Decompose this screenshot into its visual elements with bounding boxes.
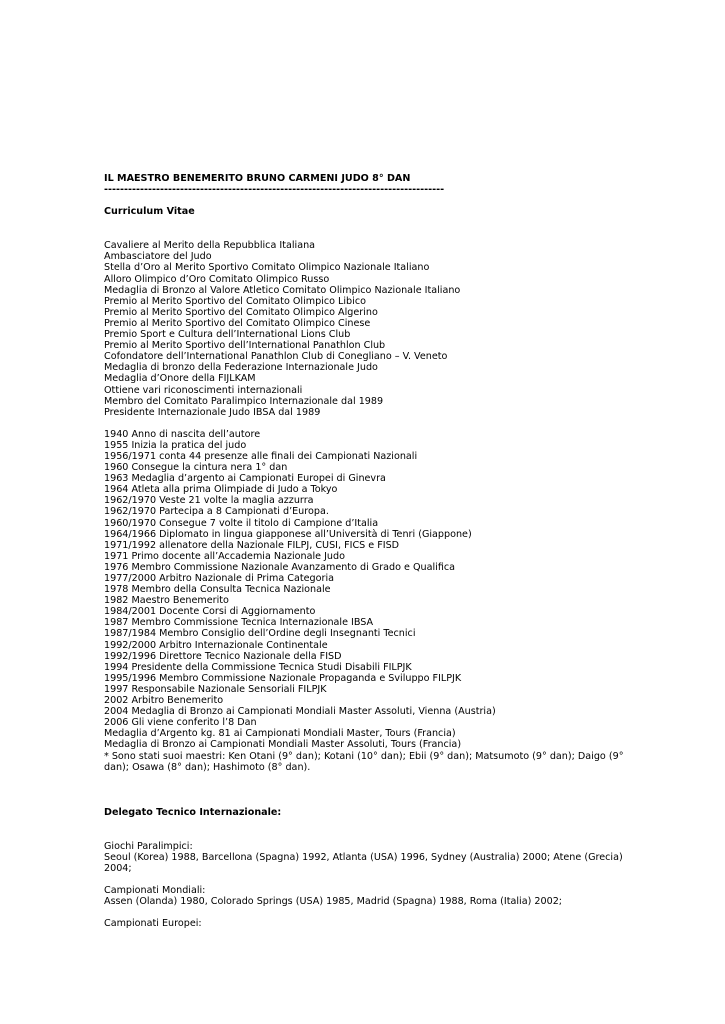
list-item: Medaglia di Bronzo ai Campionati Mondiali Master Assoluti, Tours (Francia) [104,739,462,751]
list-item: 1962/1970 Veste 21 volte la maglia azzurra [104,495,314,507]
list-item: Alloro Olimpico d’Oro Comitato Olimpico Russo [104,273,330,285]
list-item: 1987/1984 Membro Consiglio dell’Ordine degli Insegnanti Tecnici [104,628,416,640]
list-item: 1964/1966 Diplomato in lingua giapponese all’Università di Tenri (Giappone) [104,528,472,540]
list-item: Premio Sport e Cultura dell’International Lions Club [104,329,351,341]
list-item: 1992/1996 Direttore Tecnico Nazionale della FISD [104,650,342,662]
list-item: 1955 Inizia la pratica del judo [104,439,247,451]
list-item: Ottiene vari riconoscimenti internazionali [104,384,303,396]
list-item: Premio al Merito Sportivo del Comitato Olimpico Algerino [104,306,378,318]
list-item: 1956/1971 conta 44 presenze alle finali dei Campionati Nazionali [104,450,418,462]
worlds-text: Assen (Olanda) 1980, Colorado Springs (USA) 1985, Madrid (Spagna) 1988, Roma (Italia) 2002; [104,896,563,908]
list-item: Medaglia d’Argento kg. 81 ai Campionati Mondiali Master, Tours (Francia) [104,728,456,740]
list-item: Premio al Merito Sportivo del Comitato Olimpico Cinese [104,317,371,329]
list-item: 1982 Maestro Benemerito [104,595,229,607]
spacer [104,818,624,841]
list-item: 1976 Membro Commissione Nazionale Avanzamento di Grado e Qualifica [104,561,456,573]
masters-note: * Sono stati suoi maestri: Ken Otani (9° dan); Kotani (10° dan); Ebii (9° dan); Matsumoto (9° dan); Daigo (9° dan); Osawa (8° dan); Hashimoto (8° dan). [104,750,624,773]
spacer [104,195,624,206]
document-title: IL MAESTRO BENEMERITO BRUNO CARMENI JUDO 8° DAN [104,173,411,184]
list-item: Medaglia di bronzo della Federazione Internazionale Judo [104,362,378,374]
title-divider: ------------------------------------------------------------------------------------- [104,184,445,196]
list-item: 1963 Medaglia d’argento ai Campionati Europei di Ginevra [104,473,386,485]
list-item: 1978 Membro della Consulta Tecnica Nazionale [104,584,331,596]
list-item: Premio al Merito Sportivo dell’International Panathlon Club [104,340,386,352]
delegate-heading: Delegato Tecnico Internazionale: [104,806,282,818]
document-page [104,173,624,929]
list-item: 1995/1996 Membro Commissione Nazionale Propaganda e Sviluppo FILPJK [104,672,462,684]
list-item: 1987 Membro Commissione Tecnica Internazionale IBSA [104,617,374,629]
europeans-label: Campionati Europei: [104,918,202,930]
list-item: 1997 Responsabile Nazionale Sensoriali FILPJK [104,683,327,695]
worlds-label: Campionati Mondiali: [104,885,206,897]
paralympics-label: Giochi Paralimpici: [104,840,193,852]
timeline-list [104,429,624,773]
list-item: 1962/1970 Partecipa a 8 Campionati d’Europa. [104,506,329,518]
spacer [104,773,624,807]
honors-list [104,240,624,418]
list-item: Medaglia d’Onore della FIJLKAM [104,373,256,385]
list-item: Stella d’Oro al Merito Sportivo Comitato Olimpico Nazionale Italiano [104,262,430,274]
list-item: 1960/1970 Consegue 7 volte il titolo di Campione d’Italia [104,517,379,529]
list-item: 1992/2000 Arbitro Internazionale Continentale [104,639,328,651]
list-item: Presidente Internazionale Judo IBSA dal 1989 [104,406,321,418]
list-item: Ambasciatore del Judo [104,251,212,263]
list-item: 1984/2001 Docente Corsi di Aggiornamento [104,606,316,618]
list-item: Medaglia di Bronzo al Valore Atletico Comitato Olimpico Nazionale Italiano [104,284,461,296]
spacer [104,418,624,429]
list-item: 1940 Anno di nascita dell’autore [104,428,261,440]
list-item: 1971/1992 allenatore della Nazionale FILPJ, CUSI, FICS e FISD [104,539,400,551]
list-item: 2004 Medaglia di Bronzo ai Campionati Mondiali Master Assoluti, Vienna (Austria) [104,706,496,718]
list-item: Membro del Comitato Paralimpico Internazionale dal 1989 [104,395,384,407]
list-item: 2002 Arbitro Benemerito [104,695,224,707]
spacer [104,217,624,240]
list-item: 2006 Gli viene conferito l’8 Dan [104,717,257,729]
list-item: 1964 Atleta alla prima Olimpiade di Judo a Tokyo [104,484,338,496]
cv-heading: Curriculum Vitae [104,206,195,218]
spacer [104,874,624,885]
list-item: Premio al Merito Sportivo del Comitato Olimpico Libico [104,295,366,307]
list-item: 1971 Primo docente all’Accademia Nazionale Judo [104,550,345,562]
list-item: 1960 Consegue la cintura nera 1° dan [104,462,288,474]
list-item: 1977/2000 Arbitro Nazionale di Prima Categoria [104,573,334,584]
spacer [104,907,624,918]
paralympics-text: Seoul (Korea) 1988, Barcellona (Spagna) 1992, Atlanta (USA) 1996, Sydney (Australia) 2000; Atene (Grecia) 2004; [104,851,623,874]
list-item: Cofondatore dell’International Panathlon Club di Conegliano – V. Veneto [104,351,448,363]
list-item: Cavaliere al Merito della Repubblica Italiana [104,240,316,252]
list-item: 1994 Presidente della Commissione Tecnica Studi Disabili FILPJK [104,661,412,673]
